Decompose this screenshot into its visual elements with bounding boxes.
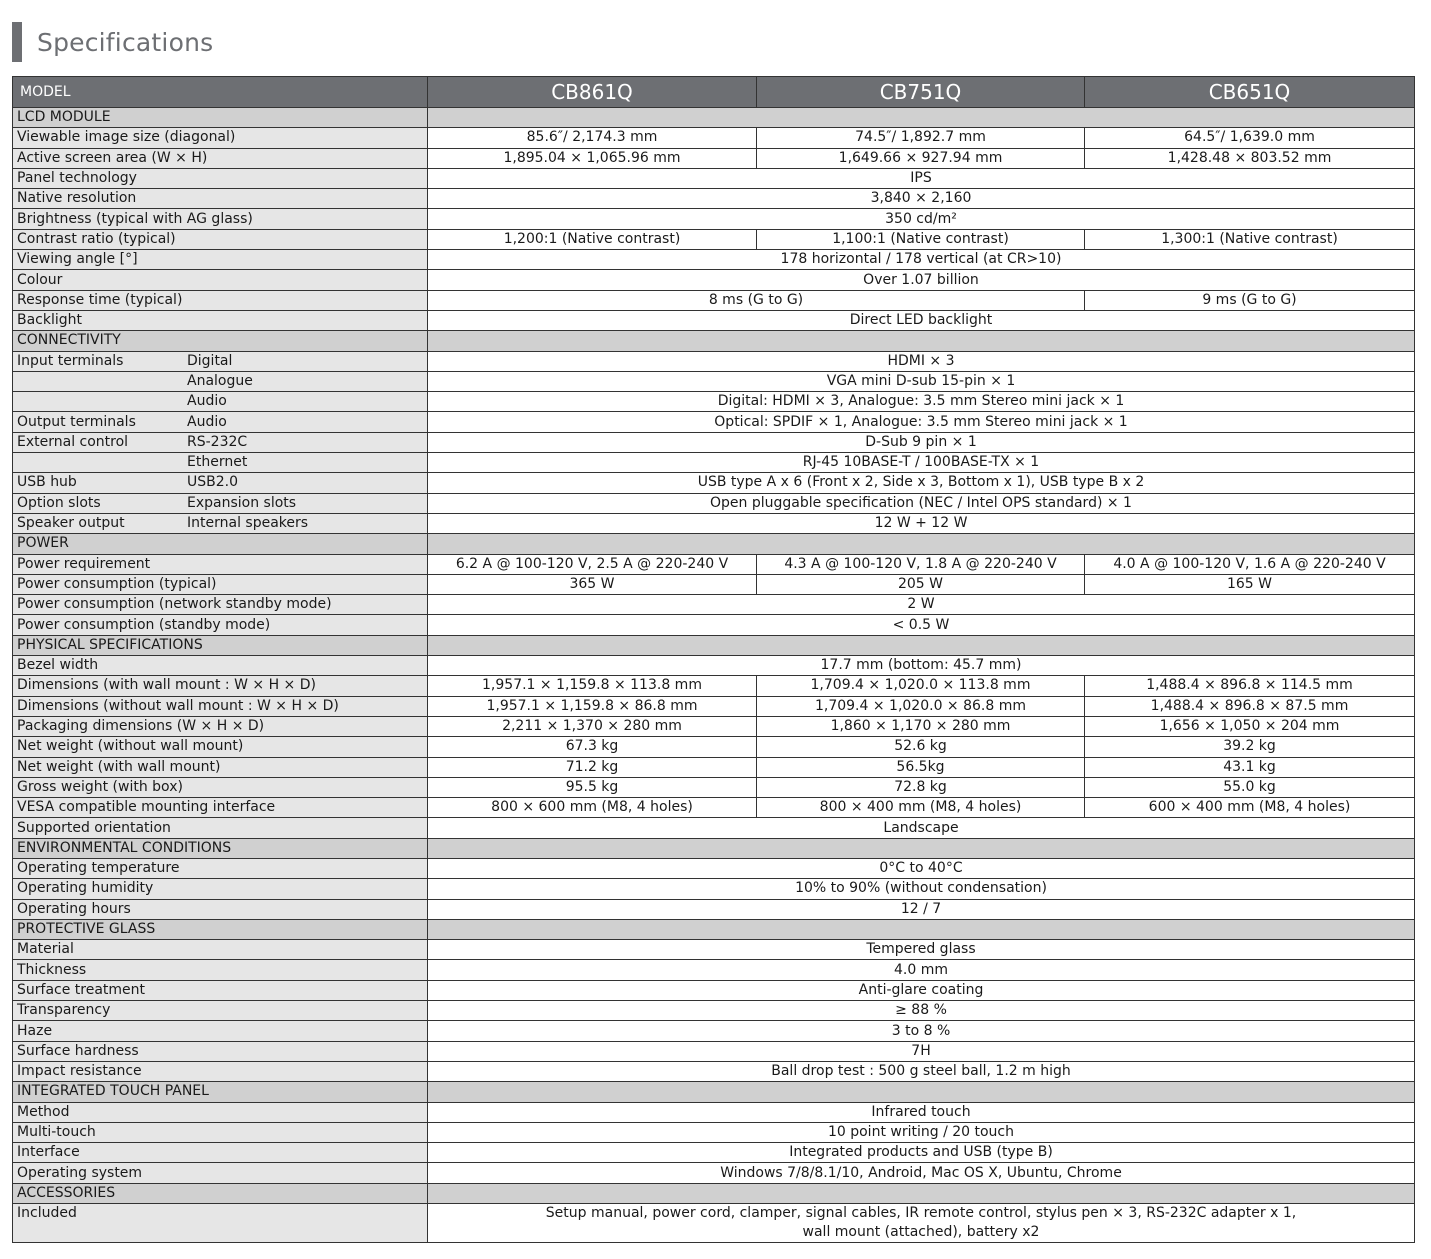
table-row (13, 1041, 1415, 1061)
cell-value: 95.5 kg (428, 777, 757, 797)
row-sublabel: Analogue (187, 373, 253, 389)
section-title: ACCESSORIES (13, 1183, 428, 1203)
row-label: Operating humidity (13, 879, 428, 899)
section-title: INTEGRATED TOUCH PANEL (13, 1082, 428, 1102)
table-row (13, 513, 1415, 533)
section-title: PROTECTIVE GLASS (13, 919, 428, 939)
row-label: Bezel width (13, 656, 428, 676)
cell-value: Infrared touch (428, 1102, 1415, 1122)
cell-value (428, 1204, 1415, 1243)
row-label: Backlight (13, 310, 428, 330)
table-row (13, 310, 1415, 330)
row-sublabel: Surface treatment (13, 980, 428, 1000)
cell-value: 10% to 90% (without condensation) (428, 879, 1415, 899)
section-title: PHYSICAL SPECIFICATIONS (13, 635, 428, 655)
table-row (13, 453, 1415, 473)
cell-value: 800 × 600 mm (M8, 4 holes) (428, 798, 757, 818)
cell-value: Integrated products and USB (type B) (428, 1143, 1415, 1163)
cell-value: 1,488.4 × 896.8 × 87.5 mm (1085, 696, 1415, 716)
table-row (13, 473, 1415, 493)
table-row (13, 858, 1415, 878)
row-label (13, 453, 428, 473)
cell-value: 365 W (428, 574, 757, 594)
table-row (13, 1204, 1415, 1243)
table-row (13, 209, 1415, 229)
row-label (13, 493, 428, 513)
cell-value: HDMI × 3 (428, 351, 1415, 371)
model-cb751q: CB751Q (757, 77, 1085, 108)
cell-value: 1,895.04 × 1,065.96 mm (428, 148, 757, 168)
section-accessories (13, 1183, 1415, 1203)
cell-value: 1,488.4 × 896.8 × 114.5 mm (1085, 676, 1415, 696)
cell-value: 72.8 kg (757, 777, 1085, 797)
cell-value: 1,709.4 × 1,020.0 × 113.8 mm (757, 676, 1085, 696)
section-lcd-module (13, 108, 1415, 128)
cell-value: 4.3 A @ 100-120 V, 1.8 A @ 220-240 V (757, 554, 1085, 574)
cell-value: 10 point writing / 20 touch (428, 1122, 1415, 1142)
model-cb861q: CB861Q (428, 77, 757, 108)
section-physical (13, 635, 1415, 655)
table-row (13, 189, 1415, 209)
table-row (13, 168, 1415, 188)
table-row (13, 432, 1415, 452)
cell-value: USB type A x 6 (Front x 2, Side x 3, Bottom x 1), USB type B x 2 (428, 473, 1415, 493)
cell-value: 2,211 × 1,370 × 280 mm (428, 716, 757, 736)
table-row (13, 940, 1415, 960)
table-row (13, 493, 1415, 513)
cell-value: 43.1 kg (1085, 757, 1415, 777)
row-label-main: Speaker output (17, 515, 125, 532)
row-label: Supported orientation (13, 818, 428, 838)
cell-value: Tempered glass (428, 940, 1415, 960)
row-label: Active screen area (W × H) (13, 148, 428, 168)
row-label: Colour (13, 270, 428, 290)
row-label-main: USB hub (17, 474, 77, 491)
table-row (13, 960, 1415, 980)
table-row (13, 229, 1415, 249)
cell-value: VGA mini D-sub 15-pin × 1 (428, 371, 1415, 391)
table-row (13, 696, 1415, 716)
cell-value: 1,860 × 1,170 × 280 mm (757, 716, 1085, 736)
cell-value: 4.0 A @ 100-120 V, 1.6 A @ 220-240 V (1085, 554, 1415, 574)
cell-value: 9 ms (G to G) (1085, 290, 1415, 310)
table-row (13, 371, 1415, 391)
row-sublabel: Expansion slots (187, 494, 297, 511)
cell-value: 8 ms (G to G) (428, 290, 1085, 310)
row-sublabel: Surface hardness (13, 1041, 428, 1061)
section-protective-glass (13, 919, 1415, 939)
row-label: Native resolution (13, 189, 428, 209)
row-label: Gross weight (with box) (13, 777, 428, 797)
row-label: Operating temperature (13, 858, 428, 878)
cell-value: 2 W (428, 595, 1415, 615)
cell-value: 4.0 mm (428, 960, 1415, 980)
accessories-line-2: wall mount (attached), battery x2 (802, 1224, 1040, 1241)
cell-value: Landscape (428, 818, 1415, 838)
cell-value: Windows 7/8/8.1/10, Android, Mac OS X, Ubuntu, Chrome (428, 1163, 1415, 1183)
table-row (13, 392, 1415, 412)
row-label (13, 351, 428, 371)
table-row (13, 777, 1415, 797)
section-touch-panel (13, 1082, 1415, 1102)
specifications-table (12, 76, 1415, 1243)
row-label: Contrast ratio (typical) (13, 229, 428, 249)
table-row (13, 290, 1415, 310)
row-label: Net weight (with wall mount) (13, 757, 428, 777)
row-sublabel: Material (13, 940, 428, 960)
row-sublabel: Operating system (13, 1163, 428, 1183)
page-title (12, 22, 213, 62)
cell-value: 1,957.1 × 1,159.8 × 86.8 mm (428, 696, 757, 716)
cell-value: 1,428.48 × 803.52 mm (1085, 148, 1415, 168)
row-label-main: Output terminals (17, 413, 136, 430)
table-row (13, 574, 1415, 594)
row-label: Viewable image size (diagonal) (13, 128, 428, 148)
row-label (13, 432, 428, 452)
model-cb651q: CB651Q (1085, 77, 1415, 108)
cell-value: 178 horizontal / 178 vertical (at CR>10) (428, 250, 1415, 270)
row-label: Power consumption (typical) (13, 574, 428, 594)
cell-value: 165 W (1085, 574, 1415, 594)
row-sublabel: Transparency (13, 1001, 428, 1021)
cell-value: < 0.5 W (428, 615, 1415, 635)
section-title: POWER (13, 534, 428, 554)
row-sublabel: Ethernet (187, 454, 248, 471)
row-label (13, 473, 428, 493)
row-label: Dimensions (without wall mount : W × H × D) (13, 696, 428, 716)
accessories-line-1: Setup manual, power cord, clamper, signal cables, IR remote control, stylus pen × 3, RS-232C adapter x 1, (545, 1205, 1297, 1222)
row-label (13, 513, 428, 533)
cell-value: 12 / 7 (428, 899, 1415, 919)
section-title: ENVIRONMENTAL CONDITIONS (13, 838, 428, 858)
row-sublabel: Audio (187, 393, 227, 410)
row-label-main: Option slots (17, 494, 101, 511)
cell-value: 1,957.1 × 1,159.8 × 113.8 mm (428, 676, 757, 696)
row-label: Included (13, 1204, 428, 1243)
cell-value: Ball drop test : 500 g steel ball, 1.2 m high (428, 1061, 1415, 1081)
cell-value: RJ-45 10BASE-T / 100BASE-TX × 1 (428, 453, 1415, 473)
row-sublabel: Thickness (13, 960, 428, 980)
section-title: CONNECTIVITY (13, 331, 428, 351)
cell-value: Over 1.07 billion (428, 270, 1415, 290)
row-label: Viewing angle [°] (13, 250, 428, 270)
row-label: Power consumption (standby mode) (13, 615, 428, 635)
row-label (13, 371, 428, 391)
table-row (13, 798, 1415, 818)
table-row (13, 980, 1415, 1000)
cell-value: 6.2 A @ 100-120 V, 2.5 A @ 220-240 V (428, 554, 757, 574)
cell-value: 39.2 kg (1085, 737, 1415, 757)
row-label: Dimensions (with wall mount : W × H × D) (13, 676, 428, 696)
section-power (13, 534, 1415, 554)
row-sublabel: USB2.0 (187, 474, 239, 491)
row-sublabel: Method (13, 1102, 428, 1122)
cell-value: 52.6 kg (757, 737, 1085, 757)
row-sublabel: Digital (187, 352, 233, 369)
row-label: Net weight (without wall mount) (13, 737, 428, 757)
cell-value: Direct LED backlight (428, 310, 1415, 330)
cell-value: 205 W (757, 574, 1085, 594)
cell-value: 800 × 400 mm (M8, 4 holes) (757, 798, 1085, 818)
cell-value: Digital: HDMI × 3, Analogue: 3.5 mm Stereo mini jack × 1 (428, 392, 1415, 412)
table-row (13, 1061, 1415, 1081)
cell-value: 350 cd/m² (428, 209, 1415, 229)
table-row (13, 899, 1415, 919)
table-row (13, 270, 1415, 290)
cell-value: 67.3 kg (428, 737, 757, 757)
cell-value: ≥ 88 % (428, 1001, 1415, 1021)
title-accent-bar (12, 22, 22, 62)
table-row (13, 656, 1415, 676)
model-label: MODEL (13, 77, 428, 108)
cell-value: 3,840 × 2,160 (428, 189, 1415, 209)
row-sublabel: Impact resistance (13, 1061, 428, 1081)
cell-value: 12 W + 12 W (428, 513, 1415, 533)
row-label: Packaging dimensions (W × H × D) (13, 716, 428, 736)
cell-value: 7H (428, 1041, 1415, 1061)
row-sublabel: Audio (187, 413, 227, 430)
table-row (13, 595, 1415, 615)
table-row (13, 554, 1415, 574)
table-row (13, 615, 1415, 635)
table-row (13, 879, 1415, 899)
cell-value: 1,649.66 × 927.94 mm (757, 148, 1085, 168)
row-label: Brightness (typical with AG glass) (13, 209, 428, 229)
cell-value: D-Sub 9 pin × 1 (428, 432, 1415, 452)
row-label (13, 412, 428, 432)
cell-value: 1,709.4 × 1,020.0 × 86.8 mm (757, 696, 1085, 716)
row-label: Response time (typical) (13, 290, 428, 310)
section-title: LCD MODULE (13, 108, 428, 128)
table-row (13, 412, 1415, 432)
row-sublabel: RS-232C (187, 433, 248, 450)
cell-value: 74.5″/ 1,892.7 mm (757, 128, 1085, 148)
row-label: VESA compatible mounting interface (13, 798, 428, 818)
table-row (13, 148, 1415, 168)
cell-value: 1,656 × 1,050 × 204 mm (1085, 716, 1415, 736)
row-label: Operating hours (13, 899, 428, 919)
table-row (13, 1102, 1415, 1122)
cell-value: 71.2 kg (428, 757, 757, 777)
cell-value: 1,300:1 (Native contrast) (1085, 229, 1415, 249)
table-row (13, 676, 1415, 696)
row-label: Panel technology (13, 168, 428, 188)
table-row (13, 1163, 1415, 1183)
row-label-main: External control (17, 433, 129, 450)
cell-value: 17.7 mm (bottom: 45.7 mm) (428, 656, 1415, 676)
header-row (13, 77, 1415, 108)
cell-value: 1,100:1 (Native contrast) (757, 229, 1085, 249)
row-label (13, 392, 428, 412)
cell-value: 64.5″/ 1,639.0 mm (1085, 128, 1415, 148)
page-title-text: Specifications (37, 27, 214, 57)
table-row (13, 1143, 1415, 1163)
table-row (13, 737, 1415, 757)
row-sublabel: Haze (13, 1021, 428, 1041)
cell-value: Open pluggable specification (NEC / Intel OPS standard) × 1 (428, 493, 1415, 513)
cell-value: 55.0 kg (1085, 777, 1415, 797)
cell-value: 3 to 8 % (428, 1021, 1415, 1041)
cell-value: Optical: SPDIF × 1, Analogue: 3.5 mm Stereo mini jack × 1 (428, 412, 1415, 432)
table-row (13, 250, 1415, 270)
cell-value: 56.5kg (757, 757, 1085, 777)
row-sublabel: Interface (13, 1143, 428, 1163)
table-row (13, 1021, 1415, 1041)
table-row (13, 1001, 1415, 1021)
cell-value: 0°C to 40°C (428, 858, 1415, 878)
table-row (13, 757, 1415, 777)
row-label: Power requirement (13, 554, 428, 574)
cell-value: 85.6″/ 2,174.3 mm (428, 128, 757, 148)
table-row (13, 716, 1415, 736)
cell-value: 1,200:1 (Native contrast) (428, 229, 757, 249)
row-label-main: Input terminals (17, 352, 124, 369)
row-sublabel: Multi-touch (13, 1122, 428, 1142)
table-row (13, 818, 1415, 838)
cell-value: IPS (428, 168, 1415, 188)
table-row (13, 128, 1415, 148)
cell-value: 600 × 400 mm (M8, 4 holes) (1085, 798, 1415, 818)
section-connectivity (13, 331, 1415, 351)
cell-value: Anti-glare coating (428, 980, 1415, 1000)
row-sublabel: Internal speakers (187, 515, 309, 532)
table-row (13, 351, 1415, 371)
table-row (13, 1122, 1415, 1142)
section-environmental (13, 838, 1415, 858)
row-label: Power consumption (network standby mode) (13, 595, 428, 615)
